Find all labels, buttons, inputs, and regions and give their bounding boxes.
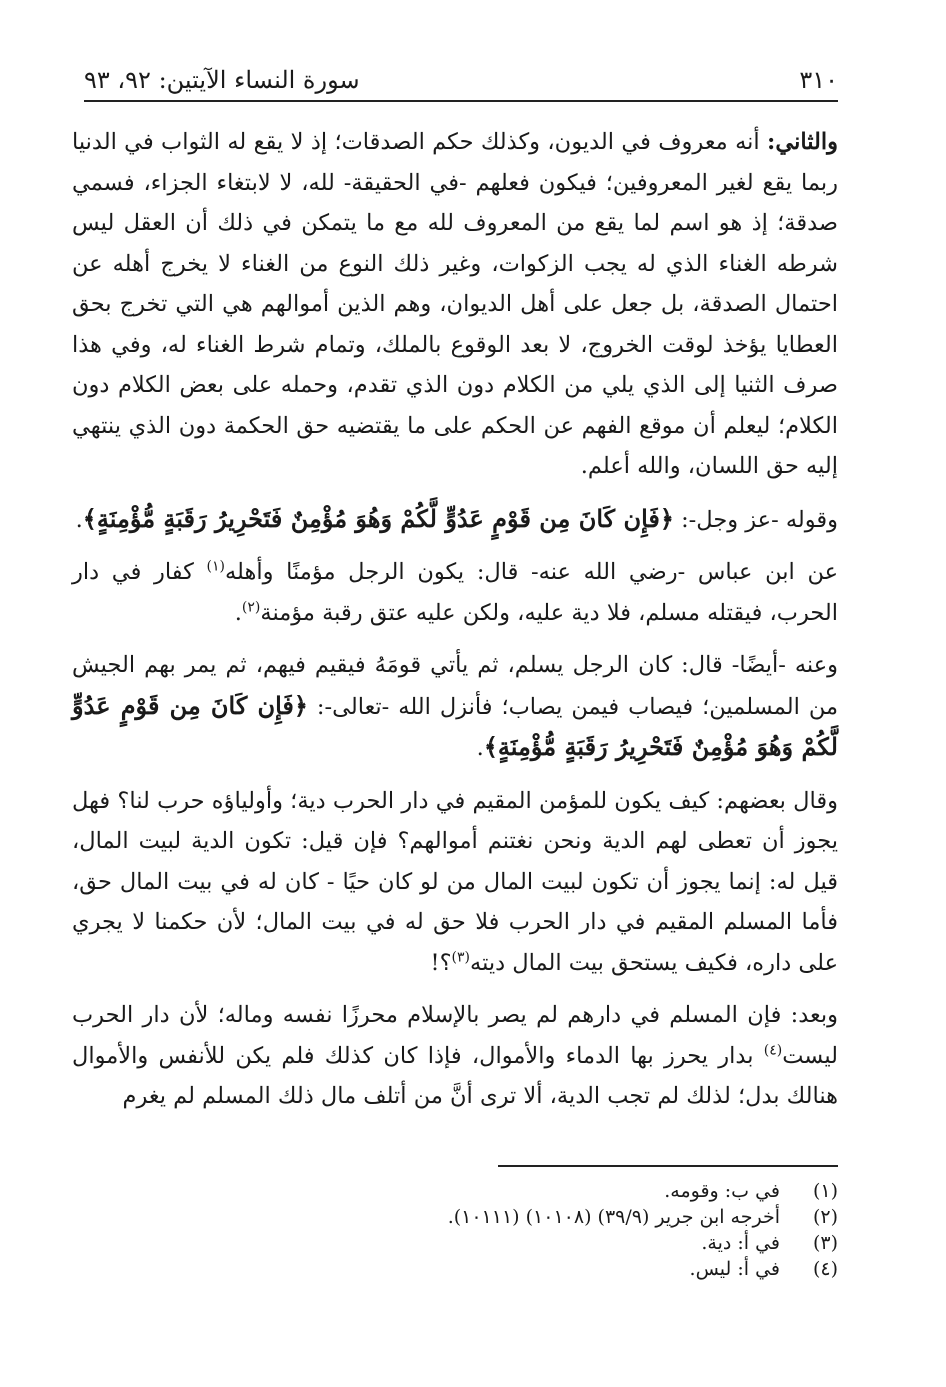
footnote-text: في ب: وقومه.: [664, 1180, 780, 1202]
footnote-number: (٤): [812, 1258, 838, 1280]
paragraph-3: [72, 552, 838, 633]
paragraph-5: [72, 781, 838, 984]
paragraph-4: [72, 645, 838, 769]
footnote-item: [120, 1204, 838, 1230]
quran-verse: ﴿فَإِن كَانَ مِن قَوْمٍ عَدُوٍّ لَّكُمْ وَهُوَ مُؤْمِنٌ فَتَحْرِيرُ رَقَبَةٍ مُّؤْمِنَةٍ﴾: [72, 690, 838, 761]
page-header: [84, 60, 838, 102]
footnote-ref[interactable]: (١): [206, 558, 225, 575]
paragraph-text: عن ابن عباس -رضي الله عنه- قال: يكون الرجل مؤمنًا وأهله: [224, 559, 838, 585]
footnote-item: [120, 1230, 838, 1256]
main-text: [72, 122, 838, 1129]
paragraph-end: .: [234, 599, 242, 626]
footnote-item: [120, 1178, 838, 1204]
footnote-number: (١): [812, 1180, 838, 1202]
paragraph-text: وبعد: فإن المسلم في دارهم لم يصر بالإسلام محرزًا نفسه وماله؛ لأن دار الحرب ليست: [72, 1002, 838, 1069]
paragraph-lead: والثاني:: [767, 129, 838, 155]
paragraph-text: أنه معروف في الديون، وكذلك حكم الصدقات؛ إذ لا يقع له الثواب في الدنيا ربما يقع لغير المعروفين؛ فيكون فعلهم -في الحقيقة- لله، لا لابتغاء الجزاء، فسمي صدقة؛ إذ هو اسم لما يقع من المعروف لله مع ما يتمكن في ذلك أن العقل ليس شرطه الغناء الذي له يجب الزكوات، وغير ذلك النوع من الغناء لا يخرج أهله عن احتمال الصدقة، بل جعل على أهل الديوان، وهم الذين أموالهم هي التي تخرج بحق العطايا يؤخذ لوقت الخروج، لا بعد الوقوع بالملك، وتمام شرط الغناء له، وفي هذا صرف الثنيا إلى الذي يلي من الكلام دون الذي تقدم، وحمله على بعض الكلام دون الكلام؛ ليعلم أن موقع الفهم عن الحكم على ما يقتضيه حق الحكمة دون الذي ينتهي إليه حق اللسان، والله أعلم.: [72, 129, 838, 479]
footnote-item: [120, 1256, 838, 1282]
paragraph-6: [72, 995, 838, 1117]
footnote-text: في أ: دية.: [701, 1232, 780, 1254]
paragraph-1: [72, 122, 838, 487]
paragraph-end: ؟!: [430, 949, 452, 976]
paragraph-end: .: [476, 735, 484, 761]
footnote-ref[interactable]: (٢): [241, 599, 261, 615]
footnote-number: (٢): [812, 1206, 838, 1228]
footnote-ref[interactable]: (٣): [451, 949, 470, 965]
paragraph-text: كفار في دار الحرب، فيقتله مسلم، فلا دية عليه، ولكن عليه عتق رقبة مؤمنة: [72, 559, 838, 626]
footnote-divider: [498, 1165, 838, 1167]
paragraph-text: بدار يحرز بها الدماء والأموال، فإذا كان كذلك فلم يكن للأنفس والأموال هنالك بدل؛ لذلك لم تجب الدية، ألا ترى أنَّ من أتلف مال ذلك المسلم لم يغرم: [72, 1042, 838, 1109]
paragraph-text: وعنه -أيضًا- قال: كان الرجل يسلم، ثم يأتي قومَهُ فيقيم فيهم، ثم يمر بهم الجيش من المسلمين؛ فيصاب فيمن يصاب؛ فأنزل الله -تعالى-:: [72, 652, 839, 720]
paragraph-2: [72, 499, 838, 541]
verse-intro: وقوله -عز وجل-:: [673, 506, 838, 533]
page-number: ٣١٠: [799, 66, 838, 94]
footnote-text: أخرجه ابن جرير (٣٩/٩) (١٠١٠٨) (١٠١١١).: [447, 1206, 780, 1228]
paragraph-end: .: [75, 506, 83, 533]
footnote-text: في أ: ليس.: [689, 1258, 780, 1280]
running-title: سورة النساء الآيتين: ٩٢، ٩٣: [84, 66, 360, 94]
footnote-number: (٣): [812, 1232, 838, 1254]
paragraph-text: وقال بعضهم: كيف يكون للمؤمن المقيم في دار الحرب دية؛ وأولياؤه حرب لنا؟ فهل يجوز أن تعطى لهم الدية ونحن نغتنم أموالهم؟ فإن قيل: تكون الدية لبيت المال، قيل له: إنما يجوز أن تكون لبيت المال من لو كان حيًا - كان له في بيت المال حق، فأما المسلم المقيم في دار الحرب فلا حق له في بيت المال؛ لأن حكمنا لا يجري على داره، فكيف يستحق بيت المال ديته: [72, 787, 838, 976]
footnotes: [120, 1178, 838, 1282]
quran-verse: ﴿فَإِن كَانَ مِن قَوْمٍ عَدُوٍّ لَّكُمْ وَهُوَ مُؤْمِنٌ فَتَحْرِيرُ رَقَبَةٍ مُّؤْمِنَةٍ﴾: [82, 503, 674, 533]
footnote-ref[interactable]: (٤): [763, 1042, 783, 1058]
